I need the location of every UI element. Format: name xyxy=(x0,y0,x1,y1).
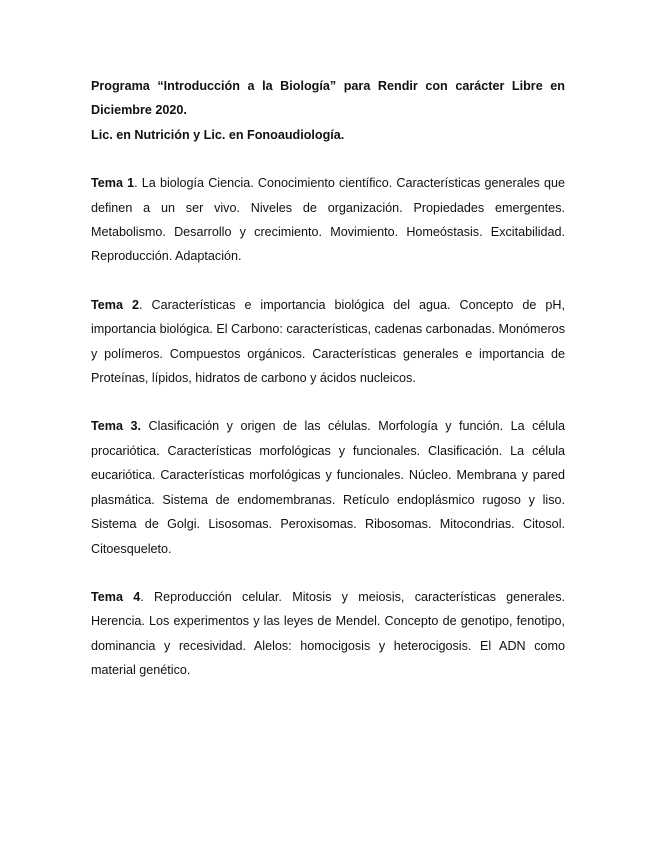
tema-1-paragraph xyxy=(91,171,565,269)
tema-2-separator: . xyxy=(138,297,152,312)
document-subtitle: Lic. en Nutrición y Lic. en Fonoaudiología. xyxy=(91,127,345,142)
tema-1-separator: . xyxy=(134,176,142,191)
tema-3-text: Clasificación y origen de las células. Morfología y función. La célula procariótica. Características morfológicas y funcionales. Clasificación. La célula eucariótica. Características morfológicas y funcionales. Núcleo. Membrana y pared plasmática. Sistema de endomembranas. Retículo endoplásmico rugoso y liso. Sistema de Golgi. Lisosomas. Peroxisomas. Ribosomas. Mitocondrias. Citosol. Citoesqueleto. xyxy=(91,419,566,556)
tema-4-text: Reproducción celular. Mitosis y meiosis, características generales. Herencia. Los experimentos y las leyes de Mendel. Concepto de genotipo, fenotipo, dominancia y recesividad. Alelos: homocigosis y heterocigosis. El ADN como material genético. xyxy=(91,589,565,678)
tema-4-paragraph xyxy=(91,585,565,683)
tema-4-separator: . xyxy=(140,589,155,604)
tema-2-text: Características e importancia biológica del agua. Concepto de pH, importancia biológica. El Carbono: características, cadenas carbonadas. Monómeros y polímeros. Compuestos orgánicos. Características generales e importancia de Proteínas, lípidos, hidratos de carbono y ácidos nucleicos. xyxy=(91,297,566,386)
tema-2-section xyxy=(91,293,565,391)
tema-3-paragraph xyxy=(91,414,565,560)
tema-2-label: Tema 2 xyxy=(91,297,139,312)
tema-3-label: Tema 3. xyxy=(91,419,141,434)
document-heading xyxy=(91,74,565,147)
tema-1-section xyxy=(91,171,565,269)
tema-1-text: La biología Ciencia. Conocimiento científico. Características generales que definen a un ser vivo. Niveles de organización. Propiedades emergentes. Metabolismo. Desarrollo y crecimiento. Movimiento. Homeóstasis. Excitabilidad. Reproducción. Adaptación. xyxy=(91,176,565,264)
tema-1-label: Tema 1 xyxy=(91,176,135,191)
tema-4-label: Tema 4 xyxy=(91,589,141,604)
document-page xyxy=(91,74,565,683)
tema-4-section xyxy=(91,585,565,683)
document-title: Programa “Introducción a la Biología” para Rendir con carácter Libre en Diciembre 2020. xyxy=(91,79,565,118)
tema-2-paragraph xyxy=(91,293,565,391)
tema-3-section xyxy=(91,414,565,560)
